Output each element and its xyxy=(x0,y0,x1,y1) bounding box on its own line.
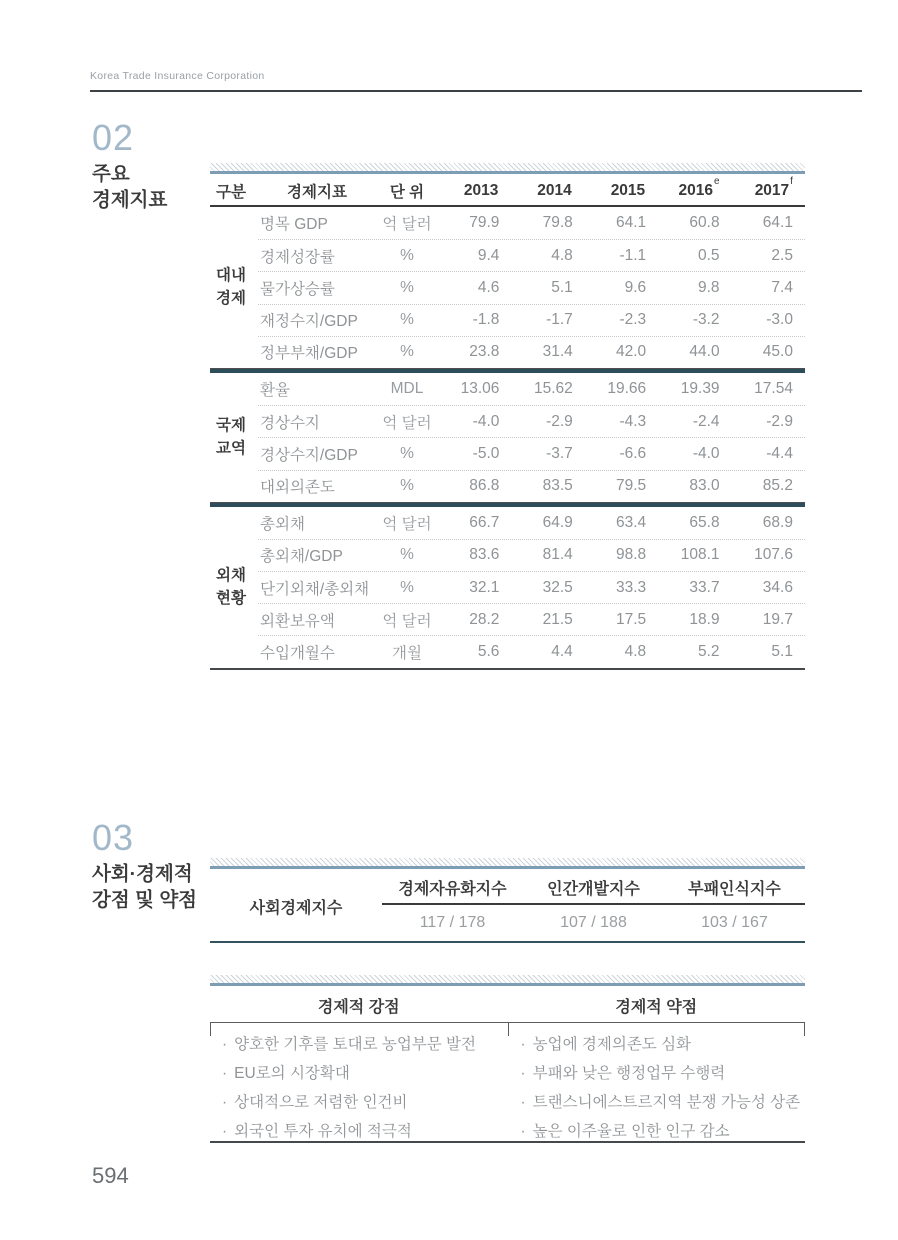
value-cell: 28.2 xyxy=(469,610,500,628)
value-cell: 13.06 xyxy=(460,380,500,398)
list-item xyxy=(222,1088,508,1117)
group-rows xyxy=(258,507,805,668)
value-cell: 45.0 xyxy=(762,343,793,361)
value-cell: 9.8 xyxy=(698,278,720,296)
table-row xyxy=(258,470,805,502)
strengths-weaknesses-body xyxy=(210,1022,805,1143)
value-cell: 83.5 xyxy=(542,477,573,495)
bullet-glyph: · xyxy=(222,1036,228,1053)
group-label-line: 대내 xyxy=(216,267,246,285)
table-row xyxy=(258,603,805,635)
value-cell: 79.8 xyxy=(542,214,573,232)
list-item xyxy=(521,1059,806,1088)
index-col-header: 인간개발지수 xyxy=(547,881,640,898)
group-label xyxy=(210,507,258,668)
unit-cell: % xyxy=(400,311,414,329)
group-label-line: 외채 xyxy=(216,567,246,585)
value-cell: 32.5 xyxy=(542,578,573,596)
unit-cell: 개월 xyxy=(392,645,422,663)
col-header-unit: 단 위 xyxy=(389,184,425,201)
divider-tick xyxy=(508,1023,509,1036)
index-col-header: 경제자유화지수 xyxy=(398,881,507,898)
table-row xyxy=(258,507,805,539)
value-cell: -6.6 xyxy=(619,444,647,462)
list-item-text: 부패와 낮은 행정업무 수행력 xyxy=(532,1065,726,1082)
value-cell: 83.0 xyxy=(689,477,720,495)
value-cell: 63.4 xyxy=(616,513,647,531)
indicator-name: 경상수지 xyxy=(260,414,320,432)
col-header-2014: 2014 xyxy=(537,182,572,200)
value-cell: -2.4 xyxy=(692,412,720,430)
bullet-glyph: · xyxy=(520,1094,526,1111)
group-label-line: 경제 xyxy=(216,290,246,308)
indicator-name: 수입개월수 xyxy=(260,645,335,663)
value-cell: 9.4 xyxy=(477,246,500,264)
value-cell: 98.8 xyxy=(616,546,647,564)
section-title-line: 사회·경제적 xyxy=(92,863,193,885)
indicator-name: 정부부채/GDP xyxy=(260,345,358,363)
value-cell: 31.4 xyxy=(542,343,573,361)
indicator-name: 총외채/GDP xyxy=(260,548,343,566)
list-item-text: 상대적으로 저렴한 인건비 xyxy=(234,1094,408,1111)
value-cell: -3.7 xyxy=(546,444,573,462)
group-label-line: 현황 xyxy=(216,590,246,608)
index-value: 107 / 188 xyxy=(560,914,627,931)
table-row xyxy=(258,571,805,603)
table-row xyxy=(258,239,805,271)
value-cell: 32.1 xyxy=(469,578,500,596)
bullet-glyph: · xyxy=(520,1036,526,1053)
value-cell: -5.0 xyxy=(472,444,500,462)
index-value: 103 / 167 xyxy=(701,914,768,931)
col-header-2013: 2013 xyxy=(463,182,499,200)
value-cell: 64.1 xyxy=(616,214,647,232)
value-cell: 64.1 xyxy=(762,214,793,232)
value-cell: -1.1 xyxy=(619,246,647,264)
group-label xyxy=(210,373,258,502)
value-cell: -2.9 xyxy=(546,412,573,430)
list-item xyxy=(521,1088,806,1117)
group-label xyxy=(210,207,258,368)
table-accent-bar xyxy=(210,858,805,869)
value-cell: 19.7 xyxy=(762,610,793,628)
value-cell: 83.6 xyxy=(469,546,500,564)
economic-indicators-table xyxy=(210,163,805,670)
col-header-indicator: 경제지표 xyxy=(287,184,347,201)
table-row xyxy=(258,373,805,405)
unit-cell: % xyxy=(400,477,414,495)
page-number: 594 xyxy=(92,1163,129,1188)
table-row xyxy=(258,271,805,303)
value-cell: 85.2 xyxy=(762,477,793,495)
value-cell: 68.9 xyxy=(762,513,793,531)
value-cell: 4.6 xyxy=(477,278,500,296)
unit-cell: % xyxy=(400,578,414,596)
indicator-name: 외환보유액 xyxy=(260,612,335,630)
index-header-row xyxy=(382,872,805,905)
strengths-weaknesses-table xyxy=(210,975,805,1143)
table-accent-bar xyxy=(210,975,805,986)
indicator-group xyxy=(210,207,805,368)
divider-tick xyxy=(210,1023,211,1036)
value-cell: -2.3 xyxy=(619,311,647,329)
bullet-glyph: · xyxy=(222,1123,228,1140)
section-03-label xyxy=(92,818,197,913)
value-cell: 23.8 xyxy=(469,343,500,361)
table-row xyxy=(258,635,805,667)
value-cell: 65.8 xyxy=(689,513,720,531)
value-cell: 107.6 xyxy=(754,546,793,564)
section-number: 03 xyxy=(92,817,135,858)
value-cell: 2.5 xyxy=(771,246,793,264)
unit-cell: 억 달러 xyxy=(382,612,432,630)
unit-cell: 억 달러 xyxy=(382,216,432,234)
indicator-name: 경제성장률 xyxy=(260,248,335,266)
section-title-line: 경제지표 xyxy=(92,189,168,211)
value-cell: 17.54 xyxy=(754,380,793,398)
indicator-name: 총외채 xyxy=(260,515,305,533)
index-value-row xyxy=(382,905,805,941)
value-cell: -2.9 xyxy=(766,412,793,430)
value-cell: 17.5 xyxy=(616,610,647,628)
value-cell: -4.0 xyxy=(692,444,720,462)
list-item xyxy=(222,1030,508,1059)
value-cell: -3.0 xyxy=(766,311,793,329)
unit-cell: % xyxy=(400,278,414,296)
index-value: 117 / 178 xyxy=(419,914,486,931)
indicator-name: 재정수지/GDP xyxy=(260,313,358,331)
group-rows xyxy=(258,373,805,502)
value-cell: 86.8 xyxy=(469,477,500,495)
list-item-text: 양호한 기후를 토대로 농업부문 발전 xyxy=(234,1036,476,1053)
strengths-header: 경제적 강점 xyxy=(317,999,400,1016)
value-cell: 4.8 xyxy=(551,246,573,264)
value-cell: 19.66 xyxy=(607,380,647,398)
section-title-line: 강점 및 약점 xyxy=(92,889,198,911)
unit-cell: MDL xyxy=(390,380,424,398)
col-header-2015: 2015 xyxy=(610,182,646,200)
value-cell: 0.5 xyxy=(698,246,720,264)
group-label-line: 국제 xyxy=(216,417,246,435)
value-cell: -1.8 xyxy=(472,311,500,329)
value-cell: 5.1 xyxy=(771,643,793,661)
header-rule xyxy=(90,90,862,92)
bullet-glyph: · xyxy=(222,1094,228,1111)
indicator-name: 경상수지/GDP xyxy=(260,446,358,464)
socio-economic-index-table xyxy=(210,858,805,943)
value-cell: 79.5 xyxy=(616,477,647,495)
value-cell: 108.1 xyxy=(680,546,720,564)
col-header-2016: 2016e xyxy=(678,176,720,200)
section-title-line: 주요 xyxy=(92,163,130,185)
value-cell: 60.8 xyxy=(689,214,720,232)
corporate-header-text: Korea Trade Insurance Corporation xyxy=(90,70,265,82)
table-row xyxy=(258,304,805,336)
value-cell: 21.5 xyxy=(542,610,573,628)
table-row xyxy=(258,437,805,469)
index-row-label: 사회경제지수 xyxy=(249,900,343,917)
value-cell: 44.0 xyxy=(689,343,720,361)
list-item xyxy=(521,1117,806,1146)
weaknesses-list xyxy=(508,1030,806,1141)
list-item-text: 트랜스니에스트르지역 분쟁 가능성 상존 xyxy=(532,1094,801,1111)
indicator-groups xyxy=(210,207,805,670)
value-cell: 5.2 xyxy=(698,643,720,661)
unit-cell: % xyxy=(400,444,414,462)
value-cell: 79.9 xyxy=(469,214,500,232)
list-item-text: 농업에 경제의존도 심화 xyxy=(532,1036,692,1053)
table-row xyxy=(258,405,805,437)
value-cell: 5.1 xyxy=(551,278,573,296)
value-cell: 4.8 xyxy=(624,643,647,661)
unit-cell: % xyxy=(400,546,414,564)
table-accent-bar xyxy=(210,163,805,174)
section-02-label xyxy=(92,118,167,213)
value-cell: -4.3 xyxy=(619,412,647,430)
table-row xyxy=(258,207,805,239)
group-rows xyxy=(258,207,805,368)
list-item xyxy=(222,1117,508,1146)
value-cell: -3.2 xyxy=(692,311,720,329)
strengths-list xyxy=(210,1030,508,1141)
table-row xyxy=(258,539,805,571)
value-cell: 33.3 xyxy=(616,578,647,596)
list-item xyxy=(222,1059,508,1088)
value-cell: 42.0 xyxy=(616,343,647,361)
bullet-glyph: · xyxy=(520,1123,526,1140)
indicator-name: 대외의존도 xyxy=(260,479,335,497)
value-cell: 19.39 xyxy=(680,380,720,398)
unit-cell: % xyxy=(400,246,414,264)
value-cell: 18.9 xyxy=(689,610,720,628)
section-number: 02 xyxy=(92,117,135,158)
indicator-name: 단기외채/총외채 xyxy=(260,580,370,598)
indicator-group xyxy=(210,373,805,502)
unit-cell: 억 달러 xyxy=(382,414,432,432)
list-item-text: 높은 이주율로 인한 인구 감소 xyxy=(532,1123,730,1140)
value-cell: 4.4 xyxy=(551,643,573,661)
table-row xyxy=(258,336,805,368)
col-header-category: 구분 xyxy=(216,184,246,201)
bullet-glyph: · xyxy=(222,1065,228,1082)
value-cell: 33.7 xyxy=(689,578,720,596)
value-cell: -4.0 xyxy=(472,412,500,430)
indicator-name: 물가상승률 xyxy=(260,280,335,298)
divider-tick xyxy=(804,1023,805,1036)
list-item-text: 외국인 투자 유치에 적극적 xyxy=(234,1123,412,1140)
index-col-header: 부패인식지수 xyxy=(688,881,781,898)
table-header-row xyxy=(210,177,805,207)
unit-cell: 억 달러 xyxy=(382,515,432,533)
value-cell: -1.7 xyxy=(546,311,573,329)
value-cell: 34.6 xyxy=(762,578,793,596)
value-cell: 7.4 xyxy=(771,278,793,296)
indicator-group xyxy=(210,507,805,668)
list-item xyxy=(521,1030,806,1059)
indicator-name: 명목 GDP xyxy=(260,216,328,234)
list-item-text: EU로의 시장확대 xyxy=(234,1065,350,1082)
value-cell: 66.7 xyxy=(469,513,500,531)
value-cell: 9.6 xyxy=(624,278,647,296)
col-header-2017: 2017$^f$ xyxy=(754,176,793,200)
value-cell: -4.4 xyxy=(766,444,793,462)
group-label-line: 교역 xyxy=(216,440,246,458)
unit-cell: % xyxy=(400,343,414,361)
weaknesses-header: 경제적 약점 xyxy=(615,999,698,1016)
bullet-glyph: · xyxy=(520,1065,526,1082)
indicator-name: 환율 xyxy=(260,382,290,400)
value-cell: 64.9 xyxy=(542,513,573,531)
value-cell: 81.4 xyxy=(542,546,573,564)
value-cell: 5.6 xyxy=(477,643,500,661)
value-cell: 15.62 xyxy=(533,380,573,398)
